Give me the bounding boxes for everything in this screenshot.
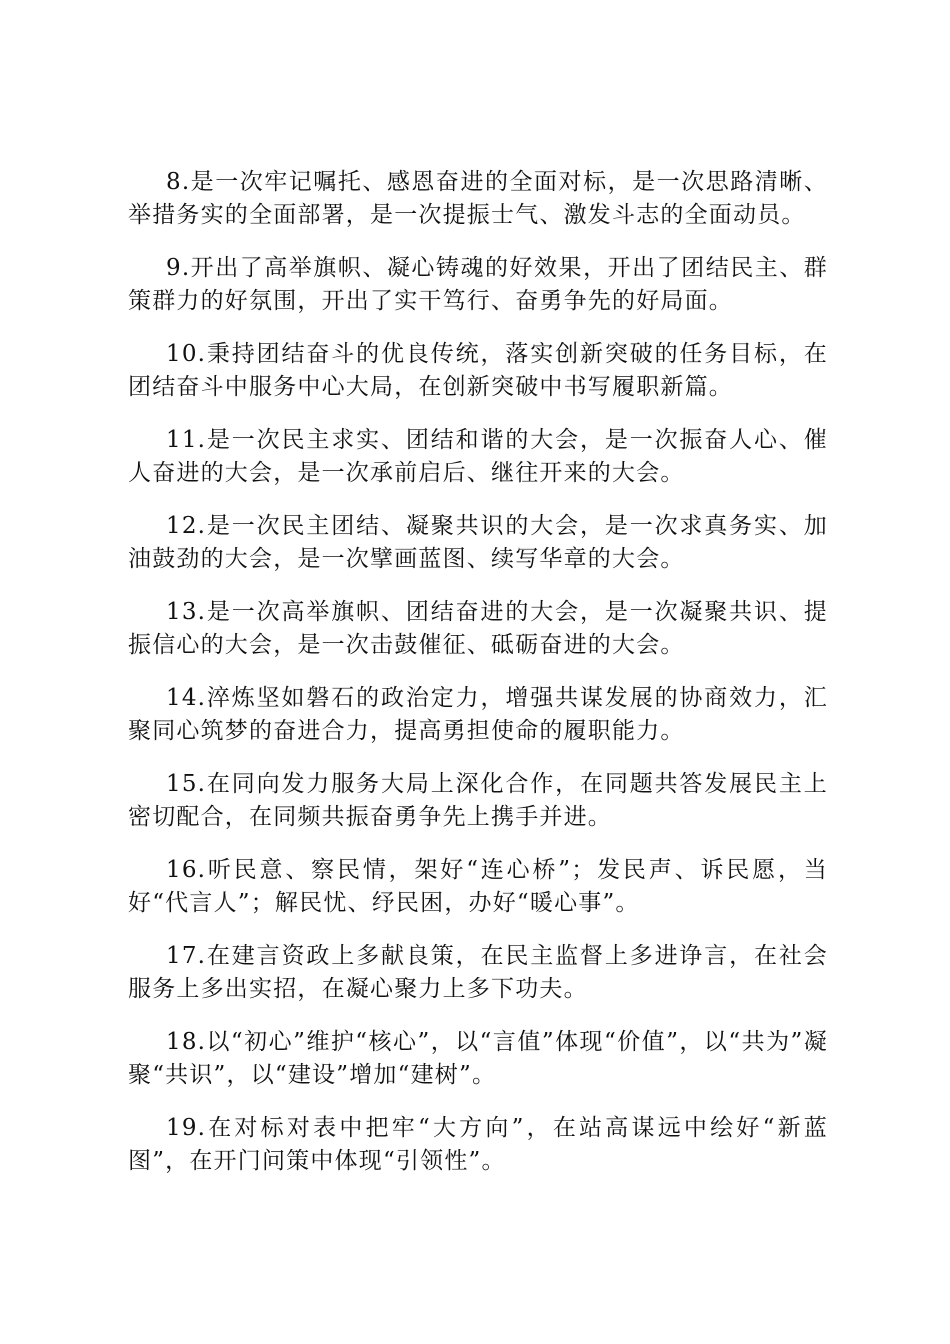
paragraph-number: 8. — [166, 169, 191, 195]
paragraph-text: 是一次民主求实、团结和谐的大会，是一次振奋人心、催人奋进的大会，是一次承前启后、继往开来的大会。 — [128, 427, 828, 486]
paragraph-text: 听民意、察民情，架好“连心桥”；发民声、诉民愿，当好“代言人”；解民忧、纾民困，办好“暖心事”。 — [128, 857, 828, 916]
paragraph-text: 秉持团结奋斗的优良传统，落实创新突破的任务目标，在团结奋斗中服务中心大局，在创新突破中书写履职新篇。 — [128, 341, 828, 400]
paragraph-16 — [128, 854, 828, 920]
paragraph-number: 11. — [166, 427, 207, 453]
paragraph-15 — [128, 768, 828, 834]
paragraph-text: 淬炼坚如磐石的政治定力，增强共谋发展的协商效力，汇聚同心筑梦的奋进合力，提高勇担使命的履职能力。 — [128, 685, 828, 744]
paragraph-number: 18. — [166, 1029, 207, 1055]
paragraph-text: 开出了高举旗帜、凝心铸魂的好效果，开出了团结民主、群策群力的好氛围，开出了实干笃行、奋勇争先的好局面。 — [128, 255, 828, 314]
paragraph-8 — [128, 166, 828, 232]
paragraph-text: 在建言资政上多献良策，在民主监督上多进诤言，在社会服务上多出实招，在凝心聚力上多下功夫。 — [128, 943, 828, 1002]
paragraph-10 — [128, 338, 828, 404]
paragraph-17 — [128, 940, 828, 1006]
paragraph-number: 12. — [166, 513, 207, 539]
paragraph-text: 在对标对表中把牢“大方向”，在站高谋远中绘好“新蓝图”，在开门问策中体现“引领性”。 — [128, 1115, 828, 1174]
paragraph-number: 14. — [166, 685, 207, 711]
paragraph-number: 15. — [166, 771, 207, 797]
paragraph-number: 13. — [166, 599, 207, 625]
paragraph-9 — [128, 252, 828, 318]
paragraph-number: 16. — [166, 857, 207, 883]
paragraph-text: 是一次民主团结、凝聚共识的大会，是一次求真务实、加油鼓劲的大会，是一次擘画蓝图、续写华章的大会。 — [128, 513, 828, 572]
paragraph-19 — [128, 1112, 828, 1178]
document-body — [128, 166, 828, 1198]
paragraph-text: 以“初心”维护“核心”，以“言值”体现“价值”，以“共为”凝聚“共识”，以“建设”增加“建树”。 — [128, 1029, 828, 1088]
paragraph-14 — [128, 682, 828, 748]
paragraph-11 — [128, 424, 828, 490]
paragraph-text: 是一次牢记嘱托、感恩奋进的全面对标，是一次思路清晰、举措务实的全面部署，是一次提振士气、激发斗志的全面动员。 — [128, 169, 828, 228]
paragraph-number: 10. — [166, 341, 207, 367]
paragraph-number: 19. — [166, 1115, 207, 1141]
paragraph-text: 在同向发力服务大局上深化合作，在同题共答发展民主上密切配合，在同频共振奋勇争先上携手并进。 — [128, 771, 828, 830]
paragraph-13 — [128, 596, 828, 662]
paragraph-text: 是一次高举旗帜、团结奋进的大会，是一次凝聚共识、提振信心的大会，是一次击鼓催征、砥砺奋进的大会。 — [128, 599, 828, 658]
paragraph-18 — [128, 1026, 828, 1092]
paragraph-12 — [128, 510, 828, 576]
paragraph-number: 9. — [166, 255, 191, 281]
paragraph-number: 17. — [166, 943, 207, 969]
